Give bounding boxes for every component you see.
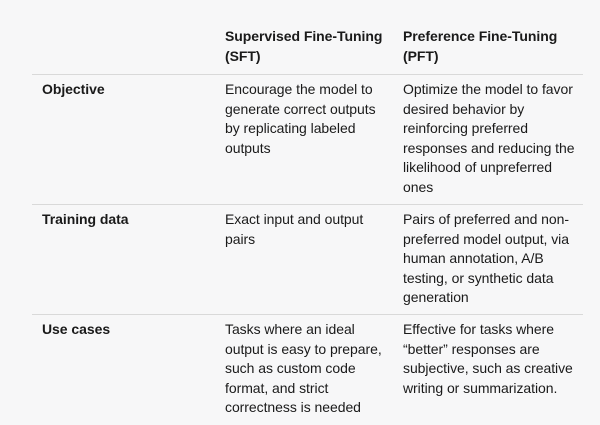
- column-header-pft: Preference Fine-Tuning (PFT): [403, 28, 558, 64]
- cell-training-data-sft: Exact input and output pairs: [225, 211, 364, 247]
- column-header-sft: Supervised Fine-Tuning (SFT): [225, 28, 383, 64]
- cell-use-cases-pft: Effective for tasks where “better” responses are subjective, such as creative writing or summarization.: [403, 321, 573, 396]
- row-label-training-data: Training data: [42, 211, 129, 227]
- cell-objective-sft: Encourage the model to generate correct outputs by replicating labeled outputs: [225, 81, 376, 156]
- row-divider: [32, 314, 583, 315]
- cell-objective-pft: Optimize the model to favor desired behavior by reinforcing preferred responses and reducing the likelihood of unpreferred ones: [403, 81, 575, 195]
- cell-use-cases-sft: Tasks where an ideal output is easy to prepare, such as custom code format, and strict correctness is needed: [225, 321, 382, 415]
- row-label-objective: Objective: [42, 81, 105, 97]
- row-divider: [32, 74, 583, 75]
- row-label-use-cases: Use cases: [42, 321, 111, 337]
- cell-training-data-pft: Pairs of preferred and non-preferred model output, via human annotation, A/B testing, or synthetic data generation: [403, 211, 569, 305]
- row-divider: [32, 204, 583, 205]
